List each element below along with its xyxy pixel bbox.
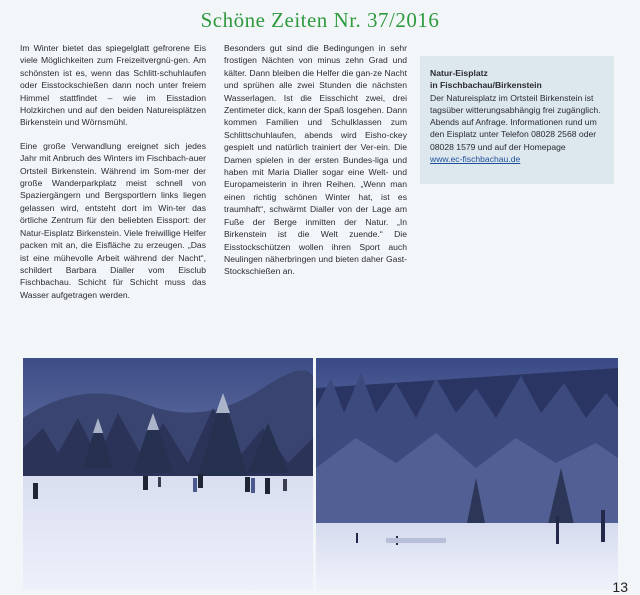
info-box-body: Der Natureisplatz im Ortsteil Birkenstein ist tagsüber witterungsabhängig frei zugänglich. Abends auf Anfrage. Informationen rund um den Eisplatz unter Telefon 08028 2568 oder 08028 1579 und auf der Homepage xyxy=(430,92,601,152)
photo-snowy-forest xyxy=(316,358,618,590)
homepage-link[interactable]: www.ec-fischbachau.de xyxy=(430,154,521,165)
info-box xyxy=(420,56,614,184)
article-column-1 xyxy=(20,42,206,312)
paragraph: Eine große Verwandlung ereignet sich jedes Jahr mit Anbruch des Winters im Fischbach-auer Ortsteil Birkenstein. Während im Som-mer der große Wanderparkplatz meist schnell von Spaziergängern und Bergsportlern links liegen gelassen wird, entsteht dort im Win-ter das örtliche Zentrum für den beliebten Eissport: der Natur-Eisplatz Birkenstein. Viele freiwillige Helfer packen mit an, die Eisfläche zu erzeugen. „Das ist eine mühevolle Arbeit während der Nacht“, schildert Barbara Dialler vom Eisclub Fischbachau. Schicht für Schicht muss das Wasser aufgetragen werden. xyxy=(20,140,206,300)
magazine-header: Schöne Zeiten Nr. 37/2016 xyxy=(200,8,440,32)
paragraph: Im Winter bietet das spiegelglatt gefrorene Eis viele Möglichkeiten zum Freizeitvergnü-gen. Am schönsten ist es, wenn das Schlitt-schuhlaufen oder Eisstockschießen dann noch unter freiem Himmel stattfindet – wie im Eisstadion Holzkirchen und auf den beiden Natureisplätzen Birkenstein und Wörnsmühl. xyxy=(20,43,206,128)
info-box-title: Natur-Eisplatz xyxy=(430,68,488,78)
info-box-subtitle: in Fischbachau/Birkenstein xyxy=(430,80,542,91)
photo-ice-skaters xyxy=(23,358,313,590)
page-number: 13 xyxy=(612,579,628,595)
paragraph: Besonders gut sind die Bedingungen in sehr frostigen Nächten von minus zehn Grad und kälter. Dann bleiben die Helfer die gan-ze Nacht und sprühen alle zwei Stunden die nächsten Wasserlagen. Ist die Eisschicht zwei, drei Zentimeter dick, kann der Spaß losgehen. Dann kommen Familien und Schulklassen zum Schlittschuhlaufen, abends wird Eisho-ckey gespielt und natürlich trainiert der Ver-ein. Die Damen spielen in der ersten Bundes-liga und haben mit Maria Dialler sogar eine Welt- und Europameisterin in ihren Reihen. „Wenn man einen richtig schönen Winter hat, ist es traumhaft“, schwärmt Dialler von der Lage am Fuße der Berge inmitten der Natur. „In Birkenstein ist die Welt zuende.“ Die Eisstockschützen wollen ihren Sport auch Neulingen näherbringen und bieten daher Gast-Stockschießen an. xyxy=(224,43,407,277)
article-column-2 xyxy=(224,42,407,289)
